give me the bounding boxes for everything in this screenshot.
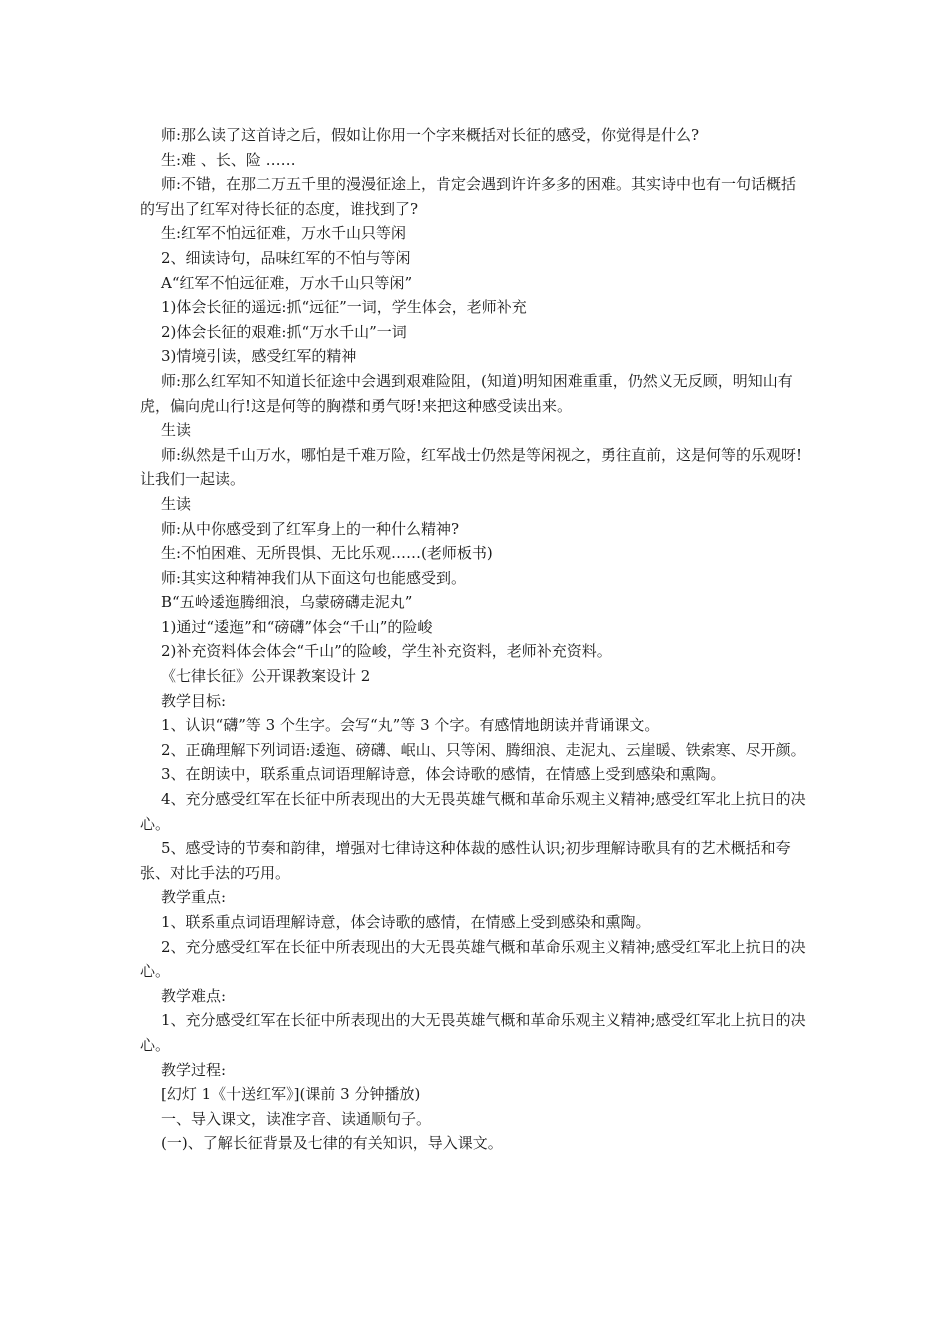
paragraph: A“红军不怕远征难，万水千山只等闲”: [161, 273, 413, 292]
paragraph: 一、导入课文，读准字音、读通顺句子。: [161, 1109, 432, 1128]
subheading: 教学重点:: [161, 888, 227, 907]
paragraph: 2、正确理解下列词语:逶迤、磅礴、岷山、只等闲、腾细浪、走泥丸、云崖暖、铁索寒、尽开颜。: [161, 740, 806, 759]
paragraph: 1)通过“逶迤”和“磅礴”体会“千山”的险峻: [161, 617, 433, 636]
paragraph: 师:从中你感受到了红军身上的一种什么精神?: [161, 519, 460, 538]
paragraph: 1)体会长征的遥远:抓“远征”一词，学生体会，老师补充: [161, 298, 527, 317]
paragraph: 师:纵然是千山万水，哪怕是千难万险，红军战士仍然是等闲视之，勇往直前，这是何等的乐观呀!让我们一起读。: [140, 445, 803, 489]
paragraph: B“五岭逶迤腾细浪，乌蒙磅礴走泥丸”: [161, 593, 413, 612]
paragraph: 2、充分感受红军在长征中所表现出的大无畏英雄气概和革命乐观主义精神;感受红军北上抗日的决心。: [140, 937, 806, 981]
paragraph: 师:其实这种精神我们从下面这句也能感受到。: [161, 568, 467, 587]
paragraph: 生:红军不怕远征难，万水千山只等闲: [161, 224, 407, 243]
paragraph: 5、感受诗的节奏和韵律，增强对七律诗这种体裁的感性认识;初步理解诗歌具有的艺术概括和夸张、对比手法的巧用。: [140, 839, 791, 882]
subheading: 教学目标:: [161, 691, 227, 710]
paragraph: 师:不错，在那二万五千里的漫漫征途上，肯定会遇到许许多多的困难。其实诗中也有一句话概括的写出了红军对待长征的态度，谁找到了?: [140, 175, 797, 218]
paragraph: 生读: [161, 494, 192, 513]
paragraph: 1、联系重点词语理解诗意，体会诗歌的感情，在情感上受到感染和熏陶。: [161, 913, 651, 931]
paragraph: 2)补充资料体会体会“千山”的险峻，学生补充资料，老师补充资料。: [161, 642, 612, 661]
subheading: 教学过程:: [161, 1060, 227, 1079]
document-body: [140, 123, 810, 1156]
paragraph: 1、充分感受红军在长征中所表现出的大无畏英雄气概和革命乐观主义精神;感受红军北上抗日的决心。: [140, 1011, 806, 1054]
paragraph: 师:那么红军知不知道长征途中会遇到艰难险阻，(知道)明知困难重重，仍然义无反顾，明知山有虎，偏向虎山行!这是何等的胸襟和勇气呀!来把这种感受读出来。: [140, 371, 793, 415]
paragraph: 2、细读诗句，品味红军的不怕与等闲: [161, 248, 411, 267]
paragraph: 4、充分感受红军在长征中所表现出的大无畏英雄气概和革命乐观主义精神;感受红军北上抗日的决心。: [140, 790, 806, 833]
paragraph: 生读: [161, 421, 192, 440]
paragraph: 师:那么读了这首诗之后，假如让你用一个字来概括对长征的感受，你觉得是什么?: [161, 126, 700, 144]
paragraph: [幻灯 1《十送红军》](课前 3 分钟播放): [161, 1085, 421, 1104]
paragraph: 3、在朗读中，联系重点词语理解诗意，体会诗歌的感情，在情感上受到感染和熏陶。: [161, 765, 726, 784]
section-heading: 《七律长征》公开课教案设计 2: [161, 667, 371, 686]
paragraph: 1、认识“礴”等 3 个生字。会写“丸”等 3 个字。有感情地朗读并背诵课文。: [161, 716, 660, 735]
paragraph: 生:难 、长、险 ……: [161, 150, 296, 169]
paragraph: 2)体会长征的艰难:抓“万水千山”一词: [161, 322, 407, 341]
subheading: 教学难点:: [161, 986, 227, 1005]
paragraph: (一)、了解长征背景及七律的有关知识，导入课文。: [161, 1134, 503, 1153]
paragraph: 3)情境引读，感受红军的精神: [161, 347, 357, 366]
paragraph: 生:不怕困难、无所畏惧、无比乐观……(老师板书): [161, 544, 493, 563]
